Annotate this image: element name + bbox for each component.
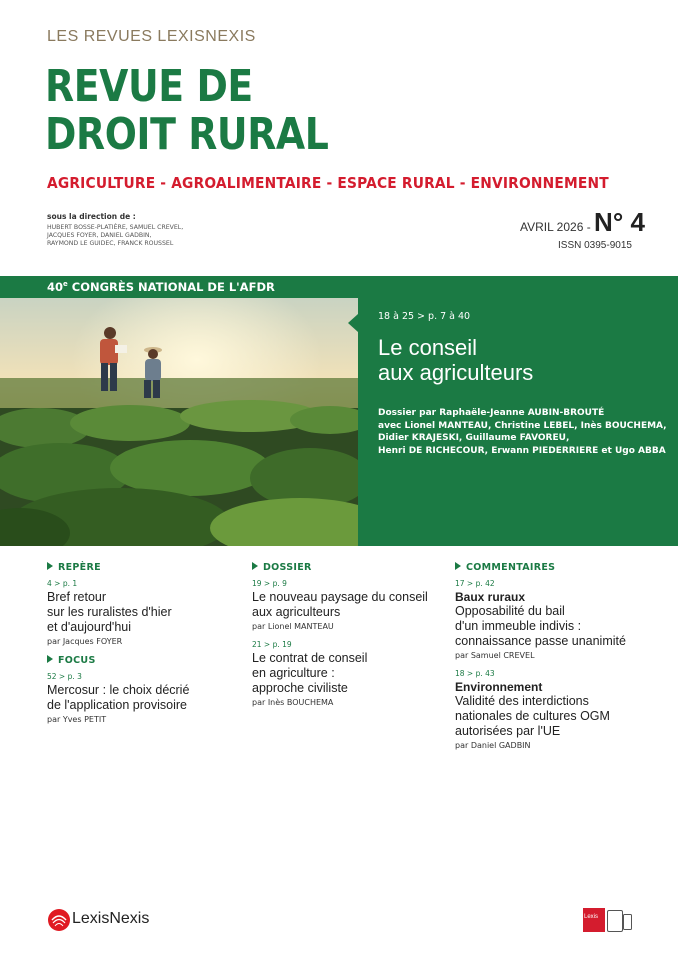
section-repere bbox=[47, 562, 247, 573]
article-title-line: approche civiliste bbox=[252, 681, 348, 695]
badge-label: Lexis bbox=[584, 914, 599, 920]
direction-names bbox=[47, 224, 183, 248]
article-title[interactable] bbox=[47, 590, 247, 635]
section-label: DOSSIER bbox=[263, 562, 312, 573]
article-author: par Jacques FOYER bbox=[47, 637, 123, 646]
dossier-title-line: Le conseil bbox=[378, 335, 478, 360]
article-author: par Lionel MANTEAU bbox=[252, 622, 334, 631]
dossier-title-line: aux agriculteurs bbox=[378, 360, 534, 385]
column-repere-focus bbox=[47, 562, 247, 733]
issue-date: AVRIL 2026 - bbox=[520, 220, 595, 234]
article-heading: Baux ruraux bbox=[455, 590, 526, 604]
article-ref: 19 > p. 9 bbox=[252, 579, 287, 588]
section-dossier bbox=[252, 562, 452, 573]
lexisnexis-logo-icon bbox=[47, 907, 71, 933]
article-title-line: nationales de cultures OGM bbox=[455, 709, 610, 723]
article-ref: 17 > p. 42 bbox=[455, 579, 495, 588]
congress-text: CONGRÈS NATIONAL DE L'AFDR bbox=[67, 280, 275, 294]
direction-names-line: HUBERT BOSSE-PLATIÈRE, SAMUEL CREVEL, bbox=[47, 224, 184, 231]
column-dossier bbox=[252, 562, 452, 716]
article-ref: 4 > p. 1 bbox=[47, 579, 78, 588]
dossier-pointer-icon bbox=[348, 314, 358, 332]
article-title-line: Mercosur : le choix décrié bbox=[47, 683, 190, 697]
section-commentaires bbox=[455, 562, 655, 573]
article-title[interactable] bbox=[252, 651, 452, 696]
article-title-line: de l'application provisoire bbox=[47, 698, 187, 712]
direction-names-line: JACQUES FOYER, DANIEL GADBIN, bbox=[47, 232, 152, 239]
article-title-line: Bref retour bbox=[47, 590, 107, 604]
journal-title-line1: REVUE DE bbox=[45, 61, 253, 112]
article-title[interactable] bbox=[455, 604, 655, 649]
congress-label bbox=[47, 280, 275, 294]
article-title-line: Le nouveau paysage du conseil bbox=[252, 590, 428, 604]
article-author: par Samuel CREVEL bbox=[455, 651, 535, 660]
article-title-line: Opposabilité du bail bbox=[455, 604, 565, 618]
article-title-line: Le contrat de conseil bbox=[252, 651, 368, 665]
column-commentaires bbox=[455, 562, 655, 759]
lexis-badge-icon bbox=[583, 908, 605, 932]
direction-names-line: RAYMOND LE GUIDEC, FRANCK ROUSSEL bbox=[47, 240, 174, 247]
article-title-line: et d'aujourd'hui bbox=[47, 620, 132, 634]
dossier-authors-line: avec Lionel MANTEAU, Christine LEBEL, Inès BOUCHEMA, bbox=[378, 420, 667, 431]
journal-subtitle: AGRICULTURE - AGROALIMENTAIRE - ESPACE RURAL - ENVIRONNEMENT bbox=[47, 174, 609, 192]
article-title-line: sur les ruralistes d'hier bbox=[47, 605, 172, 619]
dossier-authors-line: Dossier par Raphaële-Jeanne AUBIN-BROUTÉ bbox=[378, 408, 605, 418]
direction-label: sous la direction de : bbox=[47, 212, 136, 221]
section-label: COMMENTAIRES bbox=[466, 562, 556, 573]
dossier-authors-line: Henri DE RICHECOUR, Erwann PIEDERRIERE et Ugo ABBA bbox=[378, 445, 666, 456]
article-author: par Yves PETIT bbox=[47, 715, 107, 724]
article-ref: 18 > p. 43 bbox=[455, 669, 495, 678]
triangle-right-icon bbox=[47, 655, 53, 663]
issue-number: N° 4 bbox=[594, 207, 645, 237]
triangle-right-icon bbox=[47, 562, 53, 570]
dossier-authors bbox=[378, 407, 668, 457]
digital-access-badge bbox=[583, 908, 633, 934]
cover-photo bbox=[0, 298, 358, 546]
dossier-authors-line: Didier KRAJESKI, Guillaume FAVOREU, bbox=[378, 433, 570, 443]
triangle-right-icon bbox=[252, 562, 258, 570]
section-label: REPÈRE bbox=[58, 562, 101, 573]
article-title-line: connaissance passe unanimité bbox=[455, 634, 626, 648]
article-title[interactable] bbox=[47, 683, 247, 713]
article-title-line: d'un immeuble indivis : bbox=[455, 619, 582, 633]
article-title[interactable] bbox=[455, 694, 655, 739]
article-author: par Inès BOUCHEMA bbox=[252, 698, 334, 707]
congress-number: 40 bbox=[47, 280, 64, 294]
congress-ordinal: e bbox=[63, 280, 68, 289]
issn: ISSN 0395-9015 bbox=[558, 240, 632, 251]
article-ref: 21 > p. 19 bbox=[252, 640, 292, 649]
article-heading: Environnement bbox=[455, 680, 543, 694]
dossier-title[interactable] bbox=[378, 335, 533, 385]
phone-icon bbox=[623, 914, 632, 930]
article-title-line: aux agriculteurs bbox=[252, 605, 341, 619]
farm-field-illustration bbox=[0, 298, 358, 546]
dossier-pages: 18 à 25 > p. 7 à 40 bbox=[378, 311, 471, 322]
series-label: LES REVUES LEXISNEXIS bbox=[47, 28, 256, 45]
article-title-line: autorisées par l'UE bbox=[455, 724, 561, 738]
section-focus bbox=[47, 655, 247, 666]
article-title-line: Validité des interdictions bbox=[455, 694, 589, 708]
publisher-name: LexisNexis bbox=[72, 910, 150, 927]
journal-title-line2: DROIT RURAL bbox=[45, 109, 329, 160]
section-label: FOCUS bbox=[58, 655, 96, 666]
article-title-line: en agriculture : bbox=[252, 666, 335, 680]
issue-info bbox=[520, 207, 645, 238]
article-author: par Daniel GADBIN bbox=[455, 741, 531, 750]
article-title[interactable] bbox=[252, 590, 452, 620]
triangle-right-icon bbox=[455, 562, 461, 570]
tablet-icon bbox=[607, 910, 623, 932]
article-ref: 52 > p. 3 bbox=[47, 672, 82, 681]
